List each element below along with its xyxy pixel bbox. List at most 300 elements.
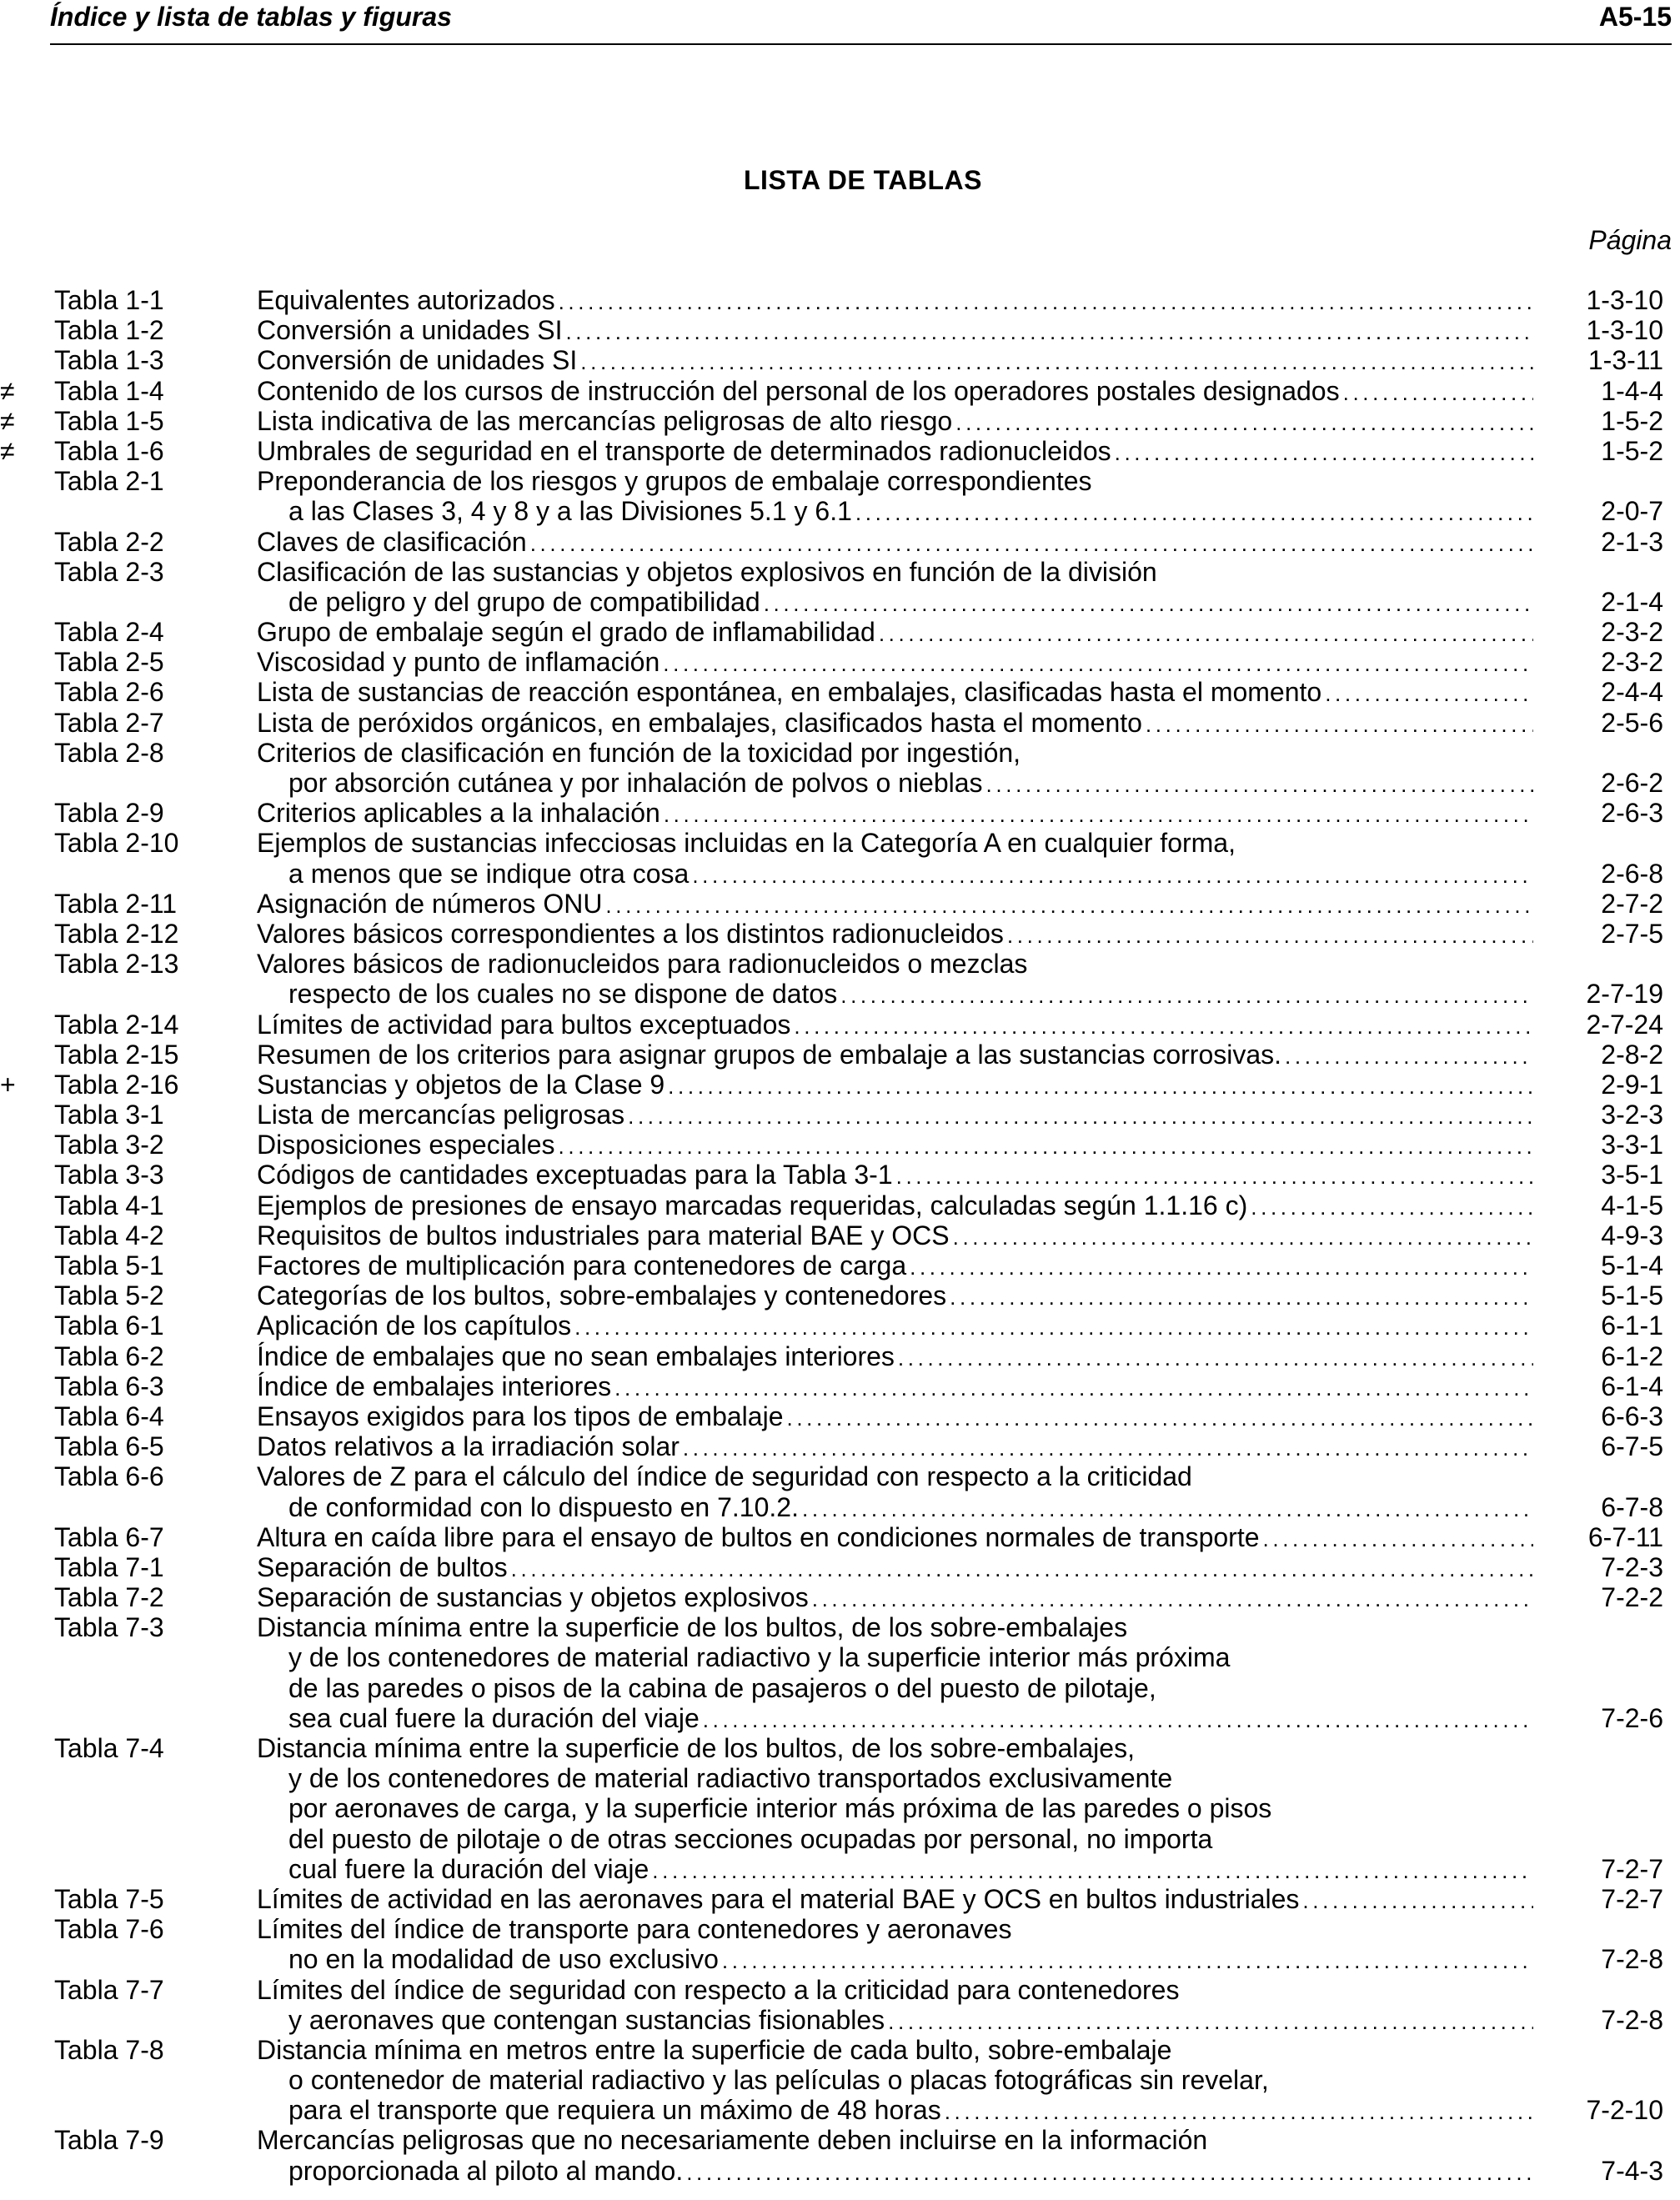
toc-entry-body xyxy=(257,1160,1672,1190)
toc-entry xyxy=(0,1884,1680,1914)
toc-title-line: de las paredes o pisos de la cabina de pasajeros o del puesto de pilotaje, xyxy=(288,1672,1156,1703)
toc-entry xyxy=(0,1552,1680,1582)
table-number: Tabla 6-5 xyxy=(54,1431,164,1462)
page-reference: 2-6-3 xyxy=(1601,798,1663,829)
toc-entry xyxy=(0,919,1680,949)
page-reference: 6-7-8 xyxy=(1601,1491,1663,1522)
toc-entry xyxy=(0,1522,1680,1552)
toc-title-line: Límites del índice de seguridad con respecto a la criticidad para contenedores xyxy=(257,1974,1180,2005)
page-reference: 4-1-5 xyxy=(1601,1190,1663,1220)
toc-leader-row xyxy=(257,1703,1672,1733)
toc-title-line: Requisitos de bultos industriales para material BAE y OCS xyxy=(257,1220,950,1250)
toc-leader-row xyxy=(257,859,1672,889)
list-title: LISTA DE TABLAS xyxy=(744,165,982,195)
toc-entry xyxy=(0,1010,1680,1040)
toc-leader-row xyxy=(257,889,1672,919)
toc-leader-row xyxy=(257,647,1672,677)
page-column-label: Página xyxy=(1588,225,1672,255)
table-number: Tabla 2-8 xyxy=(54,737,164,768)
table-number: Tabla 7-3 xyxy=(54,1612,164,1643)
toc-entry xyxy=(0,2035,1680,2126)
toc-title-line: Mercancías peligrosas que no necesariamente deben incluirse en la información xyxy=(257,2125,1208,2156)
table-number: Tabla 6-6 xyxy=(54,1461,164,1492)
toc-entry xyxy=(0,617,1680,647)
toc-title-line: Sustancias y objetos de la Clase 9 xyxy=(257,1069,665,1100)
page-reference: 6-1-2 xyxy=(1601,1341,1663,1371)
toc-entry-body xyxy=(257,677,1672,707)
dot-leader xyxy=(580,347,1533,377)
toc-leader-row xyxy=(257,1884,1672,1914)
change-marker: + xyxy=(0,1069,16,1100)
toc-entry-body xyxy=(257,1733,1672,1884)
toc-leader-row xyxy=(257,587,1672,617)
toc-title-line: Equivalentes autorizados xyxy=(257,285,555,315)
toc-leader-row xyxy=(257,2156,1672,2186)
toc-title-line: por absorción cutánea y por inhalación de polvos o nieblas xyxy=(288,768,983,798)
page-reference: 6-6-3 xyxy=(1601,1401,1663,1431)
page-reference: 5-1-5 xyxy=(1601,1280,1663,1311)
toc-entry-body xyxy=(257,919,1672,949)
toc-title-line: Contenido de los cursos de instrucción del personal de los operadores postales designados xyxy=(257,375,1340,406)
toc-entry-body xyxy=(257,557,1672,617)
toc-entry xyxy=(0,2125,1680,2185)
toc-leader-row xyxy=(257,798,1672,828)
toc-leader-row xyxy=(257,436,1672,466)
toc-entry xyxy=(0,889,1680,919)
page-reference: 3-5-1 xyxy=(1601,1160,1663,1190)
toc-entry-body xyxy=(257,1040,1672,1070)
change-marker: ≠ xyxy=(0,375,15,406)
table-number: Tabla 4-1 xyxy=(54,1190,164,1220)
toc-title-line: Grupo de embalaje según el grado de inflamabilidad xyxy=(257,617,875,648)
table-number: Tabla 1-2 xyxy=(54,315,164,346)
table-number: Tabla 4-2 xyxy=(54,1220,164,1250)
dot-leader xyxy=(955,408,1533,438)
dot-leader xyxy=(879,619,1533,649)
toc-title-line: Códigos de cantidades exceptuadas para la Tabla 3-1 xyxy=(257,1160,893,1190)
toc-leader-row xyxy=(257,768,1672,798)
page-reference: 6-1-1 xyxy=(1601,1310,1663,1341)
toc-title-line: cual fuere la duración del viaje xyxy=(288,1853,649,1884)
toc-entry-body xyxy=(257,466,1672,526)
toc-title-line: sea cual fuere la duración del viaje xyxy=(288,1702,700,1733)
toc-entry xyxy=(0,406,1680,436)
toc-title-line: Ensayos exigidos para los tipos de embalaje xyxy=(257,1401,784,1431)
table-number: Tabla 5-2 xyxy=(54,1280,164,1311)
toc-leader-row xyxy=(257,1492,1672,1522)
toc-entry xyxy=(0,436,1680,466)
toc-title-line: Categorías de los bultos, sobre-embalajes y contenedores xyxy=(257,1280,947,1311)
page-reference: 1-3-10 xyxy=(1586,315,1663,346)
toc-entry xyxy=(0,1160,1680,1190)
toc-entry xyxy=(0,798,1680,828)
dot-leader xyxy=(794,1011,1533,1041)
page-reference: 3-3-1 xyxy=(1601,1130,1663,1160)
toc-entry-body xyxy=(257,949,1672,1009)
page-reference: 2-7-2 xyxy=(1601,888,1663,919)
table-number: Tabla 3-1 xyxy=(54,1100,164,1130)
toc-title-line: y aeronaves que contengan sustancias fisionables xyxy=(288,2004,885,2035)
dot-leader xyxy=(986,769,1533,799)
table-number: Tabla 5-1 xyxy=(54,1250,164,1280)
toc-entry xyxy=(0,1461,1680,1521)
toc-entry-body xyxy=(257,828,1672,888)
toc-entry xyxy=(0,1070,1680,1100)
page-reference: 2-4-4 xyxy=(1601,677,1663,708)
change-marker: ≠ xyxy=(0,435,15,466)
page-reference: 7-2-2 xyxy=(1601,1582,1663,1613)
toc-leader-row xyxy=(257,1280,1672,1310)
table-number: Tabla 6-4 xyxy=(54,1401,164,1431)
toc-entry xyxy=(0,1612,1680,1733)
toc-title-line: Lista de mercancías peligrosas xyxy=(257,1100,625,1130)
page-reference: 7-2-8 xyxy=(1601,1944,1663,1975)
toc-entry-body xyxy=(257,1371,1672,1401)
dot-leader xyxy=(812,1584,1533,1614)
page-reference: 5-1-4 xyxy=(1601,1250,1663,1280)
dot-leader xyxy=(574,1312,1533,1342)
table-number: Tabla 7-7 xyxy=(54,1974,164,2005)
toc-leader-row xyxy=(257,1401,1672,1431)
table-of-contents xyxy=(0,285,1680,2186)
toc-entry-body xyxy=(257,2125,1672,2185)
toc-title-line: respecto de los cuales no se dispone de datos xyxy=(288,979,838,1010)
page-reference: 2-6-2 xyxy=(1601,768,1663,798)
toc-entry-body xyxy=(257,1280,1672,1310)
dot-leader xyxy=(888,2007,1533,2037)
dot-leader xyxy=(1302,1886,1533,1916)
toc-entry-body xyxy=(257,1310,1672,1341)
dot-leader xyxy=(664,799,1533,829)
toc-entry xyxy=(0,285,1680,315)
toc-leader-row xyxy=(257,1522,1672,1552)
page-reference: 1-5-2 xyxy=(1601,435,1663,466)
toc-entry-body xyxy=(257,315,1672,345)
table-number: Tabla 3-3 xyxy=(54,1160,164,1190)
toc-leader-row xyxy=(257,1944,1672,1974)
toc-entry xyxy=(0,738,1680,798)
dot-leader xyxy=(1285,1041,1533,1071)
page-reference: 6-1-4 xyxy=(1601,1371,1663,1401)
toc-title-line: Índice de embalajes que no sean embalajes interiores xyxy=(257,1341,895,1371)
table-number: Tabla 7-9 xyxy=(54,2125,164,2156)
toc-entry-body xyxy=(257,1220,1672,1250)
toc-title-line: por aeronaves de carga, y la superficie interior más próxima de las paredes o pisos xyxy=(288,1793,1272,1824)
dot-leader xyxy=(628,1101,1533,1131)
table-number: Tabla 2-11 xyxy=(54,888,178,919)
toc-title-line: Lista de peróxidos orgánicos, en embalajes, clasificados hasta el momento xyxy=(257,707,1142,738)
table-number: Tabla 7-6 xyxy=(54,1914,164,1945)
toc-entry-body xyxy=(257,1461,1672,1521)
toc-title-line: a menos que se indique otra cosa xyxy=(288,858,690,889)
toc-leader-row xyxy=(257,1160,1672,1190)
toc-entry xyxy=(0,315,1680,345)
toc-title-line: Separación de sustancias y objetos explosivos xyxy=(257,1582,809,1613)
toc-entry xyxy=(0,1100,1680,1130)
page-reference: 2-3-2 xyxy=(1601,647,1663,678)
toc-entry xyxy=(0,1733,1680,1884)
toc-title-line: de conformidad con lo dispuesto en 7.10.2. xyxy=(288,1491,799,1522)
page-reference: 6-7-11 xyxy=(1587,1521,1663,1552)
dot-leader xyxy=(668,1071,1533,1101)
dot-leader xyxy=(722,1946,1533,1976)
toc-title-line: del puesto de pilotaje o de otras secciones ocupadas por personal, no importa xyxy=(288,1823,1213,1854)
toc-entry xyxy=(0,677,1680,707)
toc-title-line: Factores de multiplicación para contenedores de carga xyxy=(257,1250,907,1280)
toc-entry-body xyxy=(257,1130,1672,1160)
toc-entry xyxy=(0,1341,1680,1371)
toc-leader-row xyxy=(257,345,1672,375)
page-reference: 7-2-10 xyxy=(1586,2095,1663,2126)
dot-leader xyxy=(1343,378,1533,408)
page-reference: 2-1-4 xyxy=(1601,586,1663,617)
toc-leader-row xyxy=(257,1854,1672,1884)
table-number: Tabla 2-12 xyxy=(54,918,179,949)
toc-leader-row xyxy=(257,376,1672,406)
toc-title-line: Lista indicativa de las mercancías peligrosas de alto riesgo xyxy=(257,405,953,436)
toc-entry-body xyxy=(257,1401,1672,1431)
toc-entry-body xyxy=(257,285,1672,315)
toc-entry-body xyxy=(257,1070,1672,1100)
toc-leader-row xyxy=(257,315,1672,345)
toc-leader-row xyxy=(257,1582,1672,1612)
page-reference: 3-2-3 xyxy=(1601,1100,1663,1130)
page-reference: 7-2-8 xyxy=(1601,2004,1663,2035)
table-number: Tabla 1-1 xyxy=(54,285,164,315)
page-reference: 2-7-5 xyxy=(1601,918,1663,949)
toc-title-line: Claves de clasificación xyxy=(257,526,527,557)
toc-title-line: Ejemplos de presiones de ensayo marcadas requeridas, calculadas según 1.1.16 c) xyxy=(257,1190,1248,1220)
toc-entry xyxy=(0,1431,1680,1461)
dot-leader xyxy=(686,2157,1533,2187)
toc-entry-body xyxy=(257,1582,1672,1612)
table-number: Tabla 6-2 xyxy=(54,1341,164,1371)
dot-leader xyxy=(692,860,1533,890)
dot-leader xyxy=(764,589,1533,619)
toc-title-line: Límites del índice de transporte para contenedores y aeronaves xyxy=(257,1914,1012,1945)
table-number: Tabla 6-1 xyxy=(54,1310,164,1341)
toc-entry-body xyxy=(257,1552,1672,1582)
table-number: Tabla 2-1 xyxy=(54,466,164,497)
page-reference: 2-6-8 xyxy=(1601,858,1663,889)
page-reference: 2-8-2 xyxy=(1601,1039,1663,1070)
toc-entry-body xyxy=(257,889,1672,919)
toc-title-line: Índice de embalajes interiores xyxy=(257,1371,612,1401)
toc-leader-row xyxy=(257,1552,1672,1582)
page-reference: 1-4-4 xyxy=(1601,375,1663,406)
toc-title-line: y de los contenedores de material radiactivo y la superficie interior más próxima xyxy=(288,1642,1231,1673)
toc-entry xyxy=(0,376,1680,406)
toc-title-line: Valores de Z para el cálculo del índice de seguridad con respecto a la criticidad xyxy=(257,1461,1192,1492)
toc-leader-row xyxy=(257,1250,1672,1280)
dot-leader xyxy=(802,1494,1533,1524)
dot-leader xyxy=(683,1433,1533,1463)
page-reference: 6-7-5 xyxy=(1601,1431,1663,1462)
toc-title-line: Asignación de números ONU xyxy=(257,888,603,919)
dot-leader xyxy=(565,317,1533,347)
toc-leader-row xyxy=(257,1431,1672,1461)
toc-leader-row xyxy=(257,1341,1672,1371)
page-reference: 2-5-6 xyxy=(1601,707,1663,738)
table-number: Tabla 2-15 xyxy=(54,1039,179,1070)
dot-leader xyxy=(1251,1192,1533,1222)
dot-leader xyxy=(855,498,1533,528)
toc-entry xyxy=(0,1250,1680,1280)
toc-entry xyxy=(0,1371,1680,1401)
toc-entry xyxy=(0,647,1680,677)
toc-entry xyxy=(0,527,1680,557)
dot-leader xyxy=(559,1131,1533,1161)
toc-leader-row xyxy=(257,1220,1672,1250)
toc-entry xyxy=(0,949,1680,1009)
table-number: Tabla 1-3 xyxy=(54,345,164,376)
toc-entry xyxy=(0,345,1680,375)
toc-entry xyxy=(0,1220,1680,1250)
toc-title-line: no en la modalidad de uso exclusivo xyxy=(288,1944,719,1975)
table-number: Tabla 7-5 xyxy=(54,1883,164,1914)
toc-entry-body xyxy=(257,1612,1672,1733)
toc-leader-row xyxy=(257,979,1672,1009)
table-number: Tabla 7-4 xyxy=(54,1733,164,1763)
toc-title-line: Límites de actividad para bultos exceptuados xyxy=(257,1009,791,1040)
page-reference: 7-2-3 xyxy=(1601,1551,1663,1582)
toc-title-line: Distancia mínima entre la superficie de los bultos, de los sobre-embalajes xyxy=(257,1612,1128,1643)
dot-leader xyxy=(950,1282,1533,1312)
toc-entry-body xyxy=(257,1010,1672,1040)
toc-leader-row xyxy=(257,527,1672,557)
page-reference: 1-3-11 xyxy=(1587,345,1663,376)
table-number: Tabla 2-13 xyxy=(54,949,179,980)
page-reference: 1-5-2 xyxy=(1601,405,1663,436)
page-reference: 2-0-7 xyxy=(1601,496,1663,527)
toc-title-line: para el transporte que requiera un máximo de 48 horas xyxy=(288,2095,941,2126)
header-page-number: A5-15 xyxy=(1598,2,1672,32)
page-reference: 2-9-1 xyxy=(1601,1069,1663,1100)
toc-entry-body xyxy=(257,1431,1672,1461)
table-number: Tabla 7-2 xyxy=(54,1582,164,1613)
table-number: Tabla 2-16 xyxy=(54,1069,179,1100)
toc-leader-row xyxy=(257,1010,1672,1040)
toc-leader-row xyxy=(257,1371,1672,1401)
toc-title-line: Límites de actividad en las aeronaves para el material BAE y OCS en bultos industriales xyxy=(257,1883,1300,1914)
toc-title-line: Separación de bultos xyxy=(257,1551,508,1582)
toc-entry-body xyxy=(257,798,1672,828)
toc-entry xyxy=(0,557,1680,617)
toc-entry-body xyxy=(257,406,1672,436)
toc-entry-body xyxy=(257,2035,1672,2126)
toc-entry-body xyxy=(257,1100,1672,1130)
toc-leader-row xyxy=(257,496,1672,526)
dot-leader xyxy=(663,649,1533,679)
dot-leader xyxy=(703,1705,1533,1735)
toc-title-line: Distancia mínima entre la superficie de los bultos, de los sobre-embalajes, xyxy=(257,1733,1135,1763)
toc-entry xyxy=(0,1040,1680,1070)
toc-leader-row xyxy=(257,1070,1672,1100)
toc-title-line: Valores básicos correspondientes a los distintos radionucleidos xyxy=(257,918,1004,949)
page-reference: 1-3-10 xyxy=(1586,285,1663,315)
toc-title-line: Lista de sustancias de reacción espontánea, en embalajes, clasificadas hasta el momento xyxy=(257,677,1322,708)
toc-leader-row xyxy=(257,708,1672,738)
dot-leader xyxy=(605,890,1533,920)
toc-title-line: Altura en caída libre para el ensayo de bultos en condiciones normales de transporte xyxy=(257,1521,1260,1552)
toc-title-line: Umbrales de seguridad en el transporte de determinados radionucleidos xyxy=(257,435,1111,466)
toc-entry-body xyxy=(257,708,1672,738)
table-number: Tabla 7-8 xyxy=(54,2034,164,2065)
toc-entry xyxy=(0,828,1680,888)
toc-leader-row xyxy=(257,2005,1672,2035)
toc-title-line: Criterios aplicables a la inhalación xyxy=(257,798,660,829)
dot-leader xyxy=(945,2097,1533,2127)
page-reference: 7-4-3 xyxy=(1601,2155,1663,2186)
toc-title-line: Ejemplos de sustancias infecciosas incluidas en la Categoría A en cualquier forma, xyxy=(257,828,1236,859)
page-header xyxy=(50,0,1672,45)
toc-leader-row xyxy=(257,1130,1672,1160)
header-section-title: Índice y lista de tablas y figuras xyxy=(50,2,452,32)
toc-leader-row xyxy=(257,919,1672,949)
toc-entry-body xyxy=(257,1522,1672,1552)
table-number: Tabla 3-2 xyxy=(54,1130,164,1160)
toc-leader-row xyxy=(257,406,1672,436)
table-number: Tabla 2-9 xyxy=(54,798,164,829)
dot-leader xyxy=(614,1373,1533,1403)
toc-entry-body xyxy=(257,1250,1672,1280)
toc-entry-body xyxy=(257,738,1672,798)
toc-title-line: de peligro y del grupo de compatibilidad xyxy=(288,586,760,617)
dot-leader xyxy=(910,1252,1533,1282)
table-number: Tabla 2-2 xyxy=(54,526,164,557)
toc-entry xyxy=(0,1582,1680,1612)
toc-entry-body xyxy=(257,1884,1672,1914)
toc-leader-row xyxy=(257,1310,1672,1341)
dot-leader xyxy=(559,287,1533,317)
change-marker: ≠ xyxy=(0,405,15,436)
dot-leader xyxy=(840,980,1533,1010)
toc-entry xyxy=(0,1914,1680,1974)
dot-leader xyxy=(896,1161,1533,1191)
toc-title-line: Valores básicos de radionucleidos para radionucleidos o mezclas xyxy=(257,949,1028,980)
page-reference: 4-9-3 xyxy=(1601,1220,1663,1250)
toc-entry xyxy=(0,1130,1680,1160)
dot-leader xyxy=(511,1554,1533,1584)
table-number: Tabla 1-6 xyxy=(54,435,164,466)
dot-leader xyxy=(530,529,1533,559)
table-number: Tabla 2-4 xyxy=(54,617,164,648)
toc-entry-body xyxy=(257,527,1672,557)
page-reference: 7-2-7 xyxy=(1601,1883,1663,1914)
toc-leader-row xyxy=(257,1100,1672,1130)
table-number: Tabla 6-3 xyxy=(54,1371,164,1401)
toc-entry xyxy=(0,1280,1680,1310)
toc-entry xyxy=(0,1401,1680,1431)
page-reference: 7-2-7 xyxy=(1601,1853,1663,1884)
toc-entry xyxy=(0,1310,1680,1341)
toc-leader-row xyxy=(257,1190,1672,1220)
toc-title-line: Clasificación de las sustancias y objetos explosivos en función de la división xyxy=(257,556,1157,587)
toc-entry-body xyxy=(257,1341,1672,1371)
toc-title-line: Distancia mínima en metros entre la superficie de cada bulto, sobre-embalaje xyxy=(257,2034,1172,2065)
dot-leader xyxy=(652,1856,1533,1886)
toc-leader-row xyxy=(257,677,1672,707)
toc-entry-body xyxy=(257,1914,1672,1974)
toc-title-line: proporcionada al piloto al mando. xyxy=(288,2155,684,2186)
toc-entry xyxy=(0,466,1680,526)
dot-leader xyxy=(1007,920,1533,950)
page-reference: 2-7-24 xyxy=(1586,1009,1663,1040)
toc-entry-body xyxy=(257,1190,1672,1220)
toc-entry-body xyxy=(257,647,1672,677)
table-number: Tabla 2-6 xyxy=(54,677,164,708)
toc-entry-body xyxy=(257,436,1672,466)
